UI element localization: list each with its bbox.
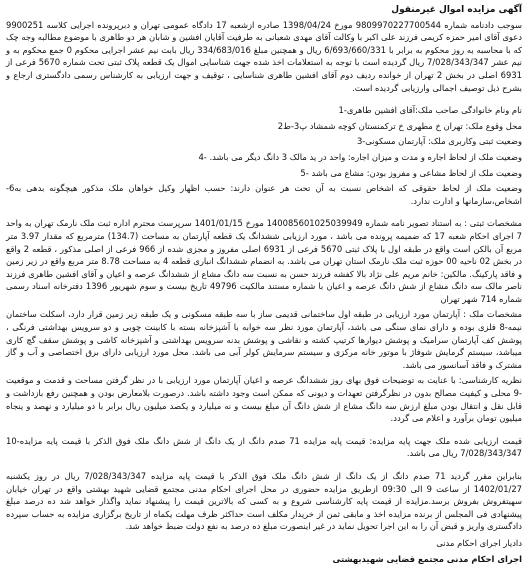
spacer [6, 428, 522, 435]
signature-office: اجرای احکام مدنی مجتمع قضایی شهیدبهشتی [332, 553, 522, 564]
list-item-location: محل وقوع ملک: تهران خ مطهری خ ترکمنستان کوچه شمشاد پ3-ط2 [277, 120, 522, 131]
intro-paragraph: سوجب دادنامه شماره 9809970227700544 مورخ 1398/04/24 صادره ازشعبه 17 دادگاه عمومی تهران و دبرپرونده اجرایی کلاسه 9900251 دعوی آقای امیر حمزه کریمی فرزند علی اکبر با وکالت آقای مهدی شعبانی به طرفیت آقایان افشین و شابان هر دو طاهری با موضوع مطالبه وجه چک که با محاسبه به روز محکوم به برابر با 6/693/660/331 ریال و همچنین مبلغ 334/683/016 ریال بابت نیم عشر اجرایی محکوم 0 جمع محکوم به و نیم عشر 7/028/343/347 ریال گردیده است با توجه به استعلامات اخذ شده جهت شناسایی اموال یک قطعه پلاک ثبتی تحت شماره 5670 فرعی از 6931 اصلی در بخش 2 تهران از خوانده ردیف دوم آقای افشین طاهری شناسایی ، توقیف و جهت ارزیابی به کارشناس رسمی دادگستری ارجاع و بشرح ذیل توصیف اجمالی وارزیابی گردیده است. [6, 19, 522, 93]
base-price-paragraph: قیمت ارزیابی شده ملک جهت پایه مزایده: قیمت پایه مزایده 71 صدم دانگ از یک دانگ از شش دانگ ملک فوق الذکر با قیمت پایه مزایده-10 7/028/343/347 ریال می باشد. [6, 435, 522, 459]
list-item-lease: وضعیت ملک از لحاظ اجاره و مدت و میزان اجاره: واحد در ید مالک 3 دانگ دیگر می باشد. -4 [198, 151, 522, 162]
spacer [6, 463, 522, 470]
expert-opinion-paragraph: نظریه کارشناسی: با عنایت به توضیحات فوق بهای روز ششدانگ عرصه و اعیان آپارتمان مورد ارزیابی با در نظر گرفتن مساحت و قدمت و موقعیت -9 محلی و کیفیت مصالح بدون در نظرگرفتن تعهدات و دیونی که ممکن است وجود داشته باشد. درصورت بلامعارض بودن و همچنین رفع بازداشت و قابل نقل و انتقال بودن مبلغ ارزش سه دانگ مشاع از شش دانگ آن مبلغ بیست و نه میلیارد و یکصد میلیون ریال برابر با دو میلیارد و نهصد و ینجاه میلیون تومان برآورد و اعلام می گردد. [6, 375, 522, 424]
list-item-registration: وضعیت ثبتی وکاربری ملک: آپارتمان مسکونی-3 [356, 136, 522, 147]
signature-block [6, 537, 522, 565]
auction-terms-paragraph: بنابراین مقرر گردید 71 صدم دانگ از یک دانگ از شش دانگ ملک فوق الذکر با قیمت پایه مزایده 7/028/343/347 ریال در روز یکشنبه 1402/01/27 از ساعت 9 الی 09:30 ازطریق مزایده حضوری در محل اجرای احکام مدنی مجتمع قضایی شهید بهشتی واقع در تهران خیابان سهیتفروش بفروش برسد.مزایده از قیمت پایه کارشناسی شروع و به کسی که بالاترین قیمت را پیشنهاد نماید واگذار خواهد شد ده درصد مبلغ پیشنهادی فی المجلس از برنده مزایده اخذ و مابقی ثمن از خریدار مکلف است حداکثر ظرف مهلت یکماه از تاریخ برگزاری مزایده به حساب سپرده دادگستری واریز و قبض آن را به این اجرا تحویل نماید در غیر اینصورت مبلغ ده درصد به نفع دولت ضبط خواهد شد. [6, 471, 523, 532]
registration-specs-paragraph: مشخصات ثبتی : به استناد تصویر نامه شماره 140085601025039949 مورخ 1401/01/15 سرپرست محترم اداره ثبت ملک نارمک تهران به واحد 7 اجرای احکام شعبه 17 که ضمیمه پرونده می باشد ، مورد ارزیابی ششدانگ یک قطعه آپارتمان به مساحت (134.7) مترمربع که مقدار 3.97 متر مربع آن بالکن است واقع در طبقه اول با پلاک ثبتی 5670 فرعی از 6931 اصلی مفروز و مجزی شده از 966 فرعی از اصلی مذکور ، قطعه 2 واقع در بخش 02 ناحیه 00 حوزه ثبت ملک نارمک استان تهران می باشد. به انضمام ششدانگ انباری قطعه 4 به مساحت 8.78 متر مربع واقع در زیر زمین و فاقد پارکینگ. مالکین: خانم مریم علی نژاد بالا کفشه فرزند حسن به نسبت سه دانگ مشاع از ششدانگ عرصه و اعیان و آقای افشین طاهری فرزند ناصر مالک سه دانگ مشاع از شش دانگ عرصه و اعیان با شماره مستند مالکیت 49796 تاریخ بیست و سوم شهریور 1396 دفترخانه اسناد رسمی شماره 714 شهر تهران [6, 218, 523, 304]
spacer [6, 210, 522, 217]
list-item-owner: نام ونام خانوادگی صاحب ملک:آقای افشین طاهری-1 [338, 105, 522, 116]
signature-role: دادیار اجرای احکام مدنی [436, 537, 522, 548]
list-item-legal: وضعیت ملک از لحاظ حقوقی که اشخاص نسبت به آن تحت هر عنوان دارند: حسب اظهار وکیل خواهان ملک مذکور هیچگونه بدهی به6-اشخاص،سازمانها و ادارت ندارد. [6, 183, 522, 206]
notice-title: آگهی مزایده اموال غیرمنقول [391, 5, 522, 15]
property-description-paragraph: مشخصات ملک : آپارتمان مورد ارزیابی در طبقه اول ساختمانی قدیمی ساز با سه طبقه مسکونی و یک طبقه زیر زمین قرار دارد، اسکلت ساختمان نیمه-8 فلزی بوده و دارای نمای سنگی می باشد، آپارتمان مورد نظر سه خوابه با آشپزخانه بسته با کابینت چوبی و دو سرویس بهداشتی فرنگی ، پوشش کف آپارتمان سرامیک و پوشش دیوارها کرتیپ کشته و نقاشی و پوشش بدنه سرویس بهداشتی و آشپزخانه کاشی و پوشش سقف گچ کاری میباشد، سیستم گرمایش شوفاژ با موتور خانه مرکزی و سیستم سرمایش کولر آبی می باشد. محل مورد ارزیابی دارای برق اختصاصی و آب و گاز مشترک و فاقد آسانسور می باشد. [6, 309, 522, 370]
spacer [6, 97, 522, 104]
list-item-ownership: وضعیت ملک از لحاظ مشاعی و مفروز بودن: مشاع می باشد -5 [300, 167, 522, 178]
